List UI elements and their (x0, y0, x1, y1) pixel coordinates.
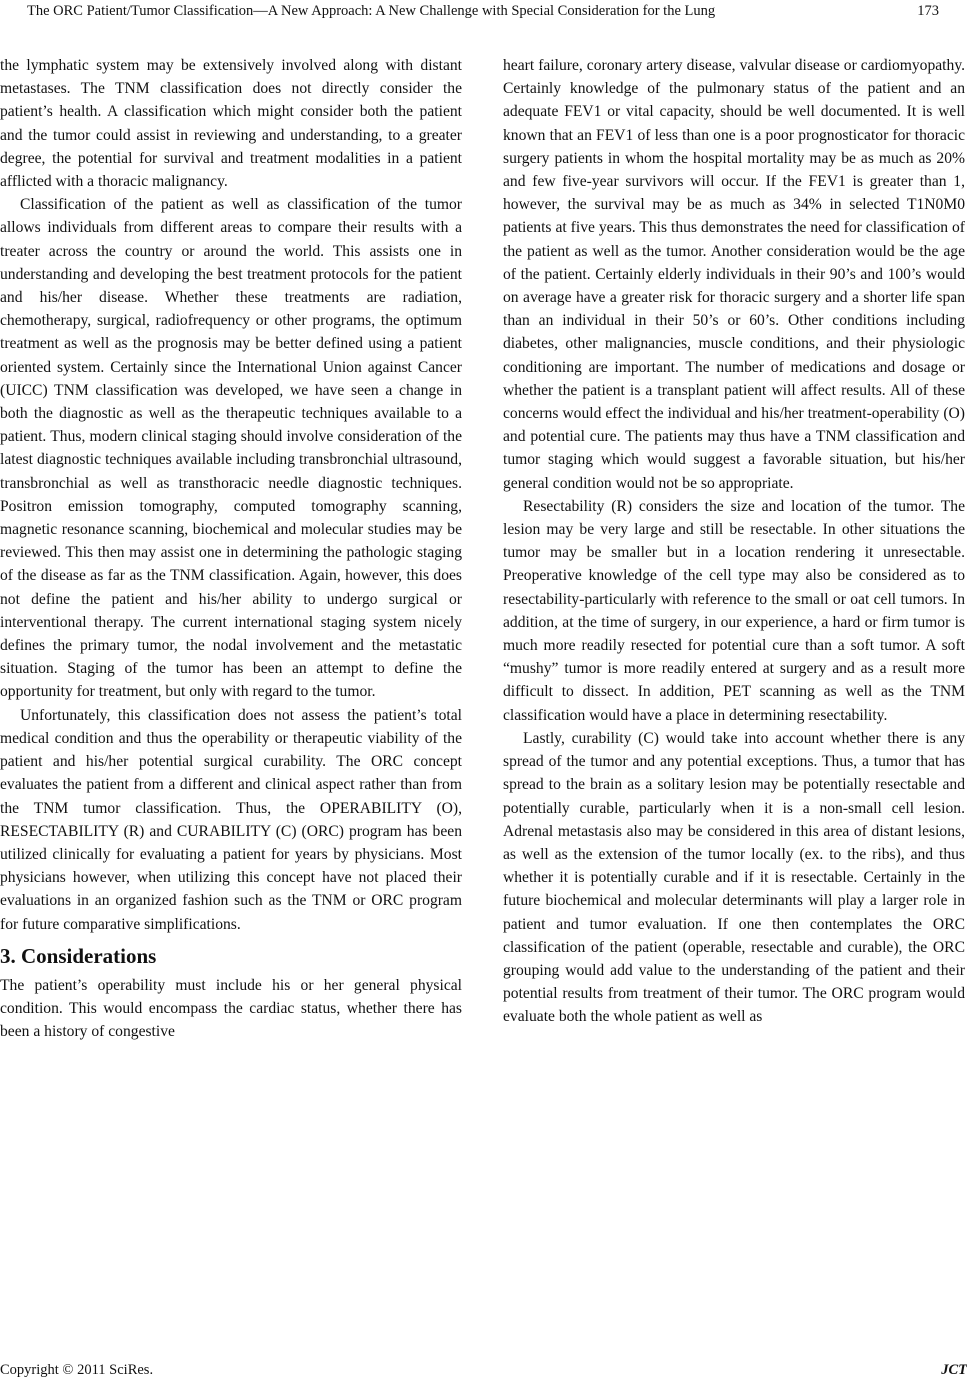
paragraph: The patient’s operability must include his or her general physical condition. This would encompass the cardiac status, whether there has been a history of congestive (0, 976, 462, 1041)
copyright-notice: Copyright © 2011 SciRes. (0, 1362, 154, 1378)
running-header (0, 3, 967, 25)
left-column (0, 54, 462, 1043)
page-number: 173 (917, 3, 939, 19)
right-column (503, 54, 965, 1029)
section-heading: 3. Considerations (0, 943, 157, 968)
paragraph: Unfortunately, this classification does not assess the patient’s total medical condition and thus the operability or therapeutic viability of the patient and his/her potential surgical curability. The ORC concept evaluates the patient from a different and clinical aspect rather than from the TNM tumor classification. Thus, the OPERABILITY (O), RESECTABILITY (R) and CURABILITY (C) (ORC) program has been utilized clinically for evaluating a patient for years by physicians. Most physicians however, when utilizing this concept have not placed their evaluations in an organized fashion such as the TNM or ORC program for future comparative simplifications. (0, 706, 462, 933)
paragraph: the lymphatic system may be extensively involved along with distant metastases. The TNM classification does not directly consider the patient’s health. A classification which might consider both the patient and the tumor could assist in reviewing and understanding, to a greater degree, the potential for survival and treatment modalities in a patient afflicted with a thoracic malignancy. (0, 57, 462, 191)
paragraph: heart failure, coronary artery disease, valvular disease or cardiomyopathy. Certainly knowledge of the pulmonary status of the patient and an adequate FEV1 or vital capacity, should be well documented. It is well known that an FEV1 of less than one is a poor prognosticator for thoracic surgery patients in whom the hospital mortality may be as much as 20% and few five-year survivors will occur. If the FEV1 is greater than 1, however, the survival may be as much as 34% in selected T1N0M0 patients at five years. This thus demonstrates the need for classification of the patient as well as the tumor. Another consideration would be the age of the patient. Certainly elderly individuals in their 90’s and 100’s would on average have a greater risk for thoracic surgery and a shorter life span than an individual in their 50’s or 60’s. Other conditions including diabetes, other malignancies, muscle conditions, and their physiologic conditioning are important. The number of medications and dosage or whether the patient is a transplant patient will affect results. All of these concerns would effect the individual and his/her treatment-operability (O) and potential cure. The patients may thus have a TNM classification and tumor staging which would suggest a favorable situation, but his/her general condition would not be so appropriate. (503, 57, 965, 492)
running-title: The ORC Patient/Tumor Classification—A New Approach: A New Challenge with Special Consideration for the Lung (27, 3, 716, 19)
journal-abbreviation: JCT (941, 1362, 967, 1378)
paragraph: Resectability (R) considers the size and location of the tumor. The lesion may be very large and still be resectable. In other situations the tumor may be smaller but in a location rendering it unresectable. Preoperative knowledge of the cell type may also be considered as to resectability-particularly with reference to the small or oat cell tumors. In addition, at the time of surgery, in our experience, a hard or firm tumor is much more readily resected for potential cure than a soft tumor. A soft “mushy” tumor is more readily entered at surgery and as a result more difficult to dissect. In addition, PET scanning as well as the TNM classification would have a place in determining resectability. (503, 497, 965, 724)
page-footer (0, 1362, 967, 1382)
paragraph: Lastly, curability (C) would take into account whether there is any spread of the tumor and any potential exceptions. Thus, a tumor that has spread to the brain as a solitary lesion may be potentially resectable and potentially curable, particularly when it is a non-small cell lesion. Adrenal metastasis also may be considered in this area of distant lesions, as well as the extension of the tumor locally (ex. to the ribs), and thus whether it is potentially curable and if it is resectable. Certainly in the future biochemical and molecular determinants will play a larger role in patient and tumor evaluation. If one then contemplates the ORC classification of the patient (operable, resectable and curable), the ORC grouping would add value to the understanding of the patient and their potential results from treatment of their tumor. The ORC program would evaluate both the whole patient as well as (503, 729, 965, 1026)
paragraph: Classification of the patient as well as classification of the tumor allows individuals from different areas to compare their results with a treater across the country or around the world. This assists one in understanding and developing the best treatment protocols for the patient and his/her disease. Whether these treatments are radiation, chemotherapy, surgical, radiofrequency or other programs, the optimum treatment as well as the prognosis may be better defined using a patient oriented system. Certainly since the International Union against Cancer (UICC) TNM classification was developed, we have seen a change in both the diagnostic as well as the therapeutic techniques available to a patient. Thus, modern clinical staging should involve consideration of the latest diagnostic techniques available including transbronchial ultrasound, transbronchial as well as transthoracic needle diagnostic techniques. Positron emission tomography, computed tomography scanning, magnetic resonance scanning, biochemical and molecular studies may be reviewed. This then may assist one in determining the pathologic staging of the disease as far as the TNM classification. Again, however, this does not define the patient and his/her ability to undergo surgical or interventional therapy. The current international staging system nicely defines the primary tumor, the nodal involvement and the metastatic situation. Staging of the tumor has been an attempt to define the opportunity for treatment, but only with regard to the tumor. (0, 196, 462, 701)
